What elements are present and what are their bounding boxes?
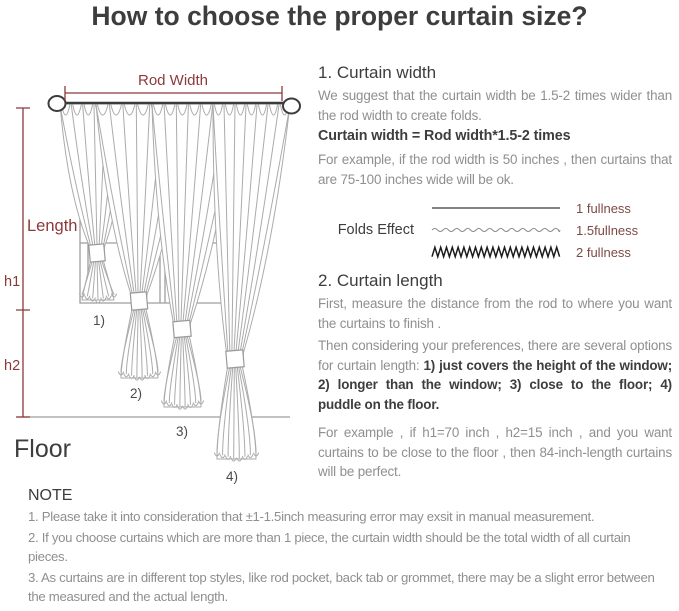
fold-row-1-fullness [430, 197, 672, 219]
rod-width-label: Rod Width [137, 72, 209, 89]
length-label: Length [27, 217, 78, 235]
length-paragraph-2 [318, 336, 672, 414]
fold-row-2-fullness [430, 241, 672, 263]
length-paragraph-3: For example , if h1=70 inch , h2=15 inch , and you want curtains to be close to the floor , then 84-inch-length curtains will be perfect. [318, 425, 672, 479]
fullness-label: 2 fullness [576, 244, 631, 260]
section-length-heading: 2. Curtain length [318, 271, 443, 290]
curtain-option-1-label: 1) [93, 313, 106, 328]
note-heading: NOTE [28, 487, 73, 504]
fold-row-1-5-fullness [430, 219, 672, 241]
note-item-2: 2. If you choose curtains which are more than 1 piece, the curtain width should be the total width of all curtain pieces. [28, 529, 631, 564]
rod-finial-left [49, 96, 66, 111]
curtain-option-3-label: 3) [176, 424, 189, 439]
note-item-3: 3. As curtains are in different top styles, like rod pocket, back tab or grommet, there may be a slight error between the measured and the actual length. [28, 569, 655, 604]
curtain-option-2-label: 2) [130, 386, 143, 401]
note-block [28, 486, 673, 607]
h1-label: h1 [4, 274, 21, 290]
rod-width-measure [65, 72, 282, 101]
zigzag-line-graphic [430, 244, 562, 260]
straight-line-graphic [430, 200, 562, 216]
folds-effect-label: Folds Effect [337, 222, 414, 238]
curtain-option-4-label: 4) [226, 469, 239, 484]
h2-label: h2 [4, 358, 21, 374]
note-item-1: 1. Please take it into consideration that ±1-1.5inch measuring error may exsit in manual measurement. [28, 509, 595, 524]
length-paragraph-1: First, measure the distance from the rod to where you want the curtains to finish . [318, 296, 672, 331]
width-formula: Curtain width = Rod width*1.5-2 times [318, 128, 571, 144]
wavy-line-graphic [430, 222, 562, 238]
text-column [318, 62, 672, 482]
floor-label: Floor [14, 435, 71, 463]
section-width-heading: 1. Curtain width [318, 63, 437, 82]
fullness-label: 1 fullness [576, 200, 631, 216]
width-paragraph-1: We suggest that the curtain width be 1.5-2 times wider than the rod width to create folds. [318, 88, 672, 123]
fullness-label: 1.5fullness [576, 222, 639, 238]
length-options-intro: Then considering your preferences, there are several options for curtain length: [318, 338, 672, 373]
curtain-bundles [60, 104, 290, 461]
curtain-diagram [0, 60, 315, 490]
folds-effect-block [318, 197, 672, 263]
rod-finial-right [283, 99, 300, 114]
length-options-list: 1) just covers the height of the window; 2) longer than the window; 3) close to the floor; 4) puddle on the floor. [318, 357, 673, 412]
width-paragraph-2: For example, if the rod width is 50 inches , then curtains that are 75-100 inches wide will be ok. [318, 152, 672, 187]
page-title: How to choose the proper curtain size? [91, 1, 588, 31]
